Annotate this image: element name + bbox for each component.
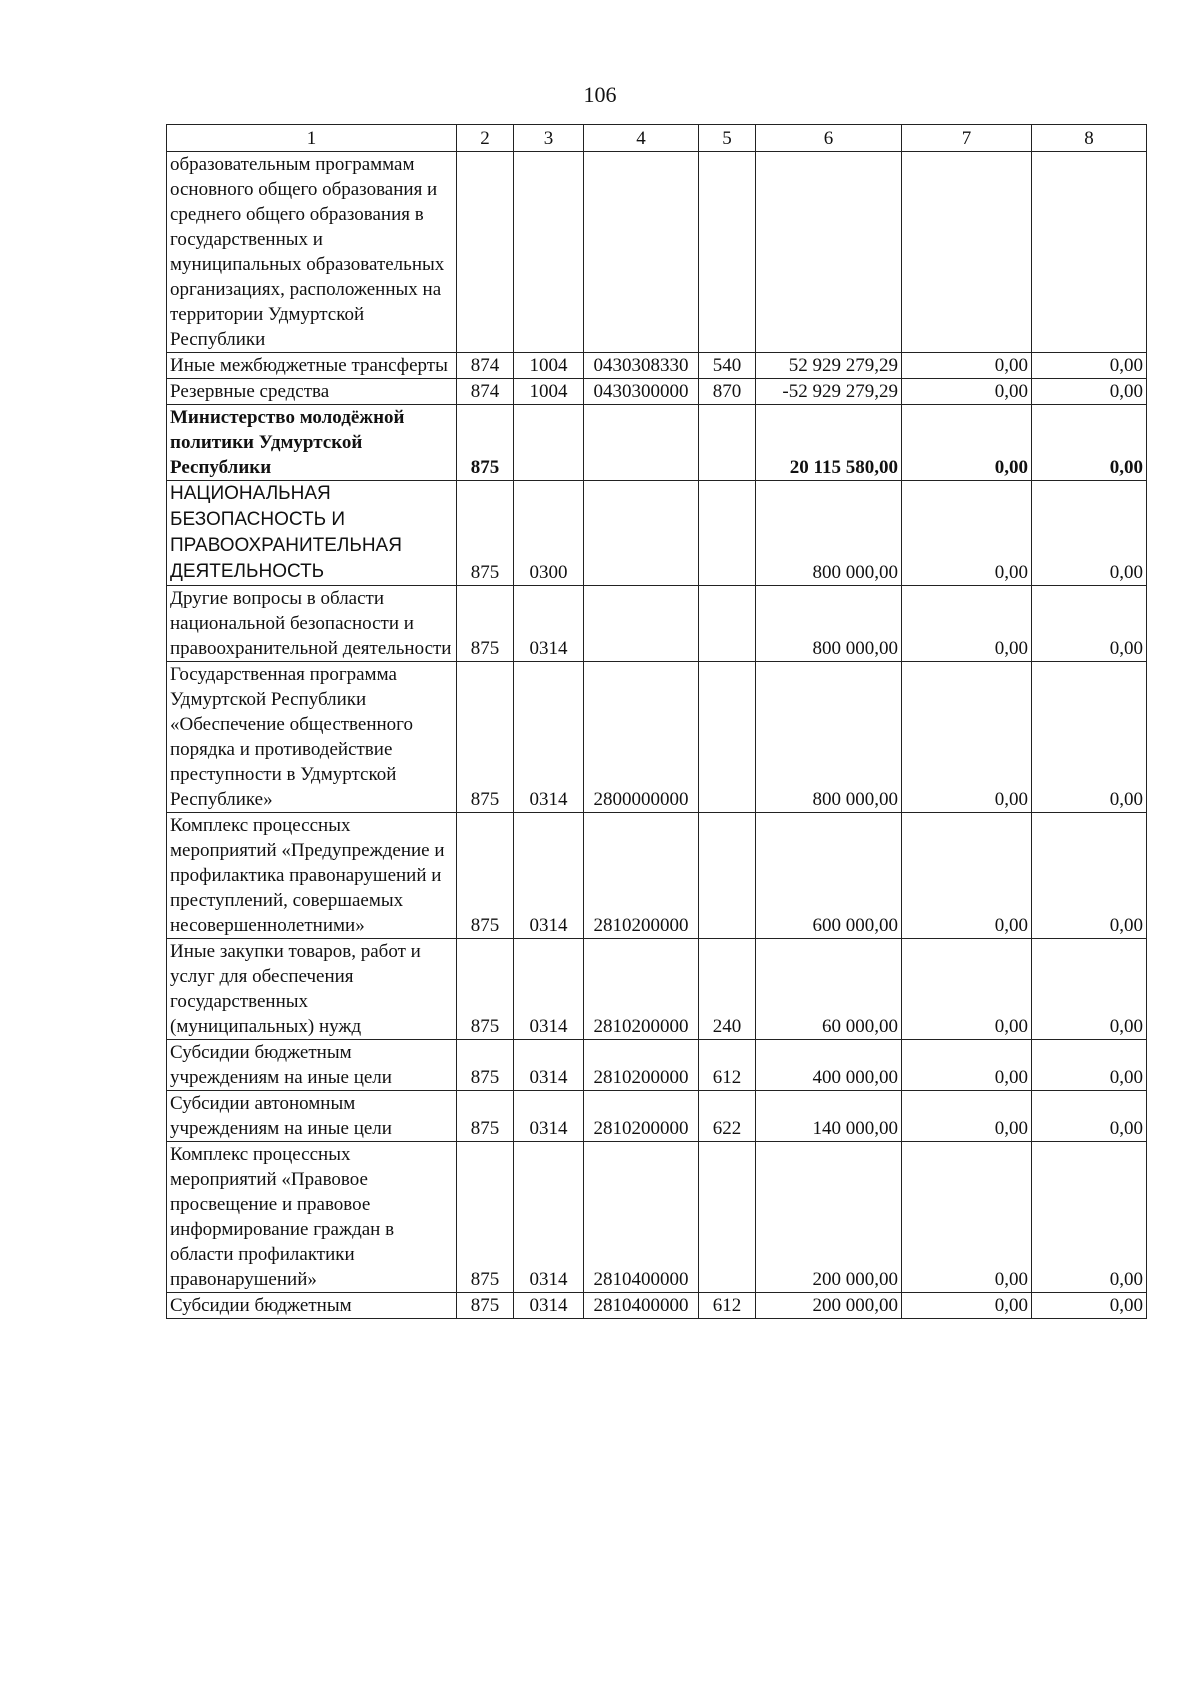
cell-amount-3: 0,00: [1032, 813, 1147, 939]
table-row: [167, 939, 1147, 1040]
cell-ministry-code: 875: [457, 1142, 514, 1293]
cell-expense-type: [699, 405, 756, 481]
table-row-ministry: [167, 405, 1147, 481]
cell-amount-3: 0,00: [1032, 1091, 1147, 1142]
cell-amount-3: 0,00: [1032, 481, 1147, 586]
cell-amount: 800 000,00: [756, 662, 902, 813]
cell-amount-2: 0,00: [902, 1142, 1032, 1293]
cell-amount-2: 0,00: [902, 1293, 1032, 1319]
cell-ministry-code: 875: [457, 1293, 514, 1319]
cell-amount-3: 0,00: [1032, 586, 1147, 662]
header-cell: 3: [514, 125, 584, 152]
row-name: Резервные средства: [167, 379, 457, 405]
cell-section-code: 0314: [514, 662, 584, 813]
cell-amount-3: 0,00: [1032, 1142, 1147, 1293]
cell-section-code: 0314: [514, 813, 584, 939]
cell-section-code: 0314: [514, 586, 584, 662]
row-name: НАЦИОНАЛЬНАЯ БЕЗОПАСНОСТЬ И ПРАВООХРАНИТЕЛЬНАЯ ДЕЯТЕЛЬНОСТЬ: [167, 481, 457, 586]
cell-amount: 800 000,00: [756, 586, 902, 662]
cell-section-code: 1004: [514, 353, 584, 379]
header-cell: 5: [699, 125, 756, 152]
row-name: Другие вопросы в области национальной безопасности и правоохранительной деятельности: [167, 586, 457, 662]
cell-amount-2: 0,00: [902, 813, 1032, 939]
cell-ministry-code: [457, 152, 514, 353]
cell-amount-2: 0,00: [902, 662, 1032, 813]
cell-expense-type: 240: [699, 939, 756, 1040]
header-cell: 2: [457, 125, 514, 152]
header-cell: 7: [902, 125, 1032, 152]
row-name: Субсидии автономным учреждениям на иные цели: [167, 1091, 457, 1142]
table-row: [167, 586, 1147, 662]
table-row: [167, 379, 1147, 405]
cell-target-code: 2810200000: [584, 939, 699, 1040]
cell-amount: 200 000,00: [756, 1142, 902, 1293]
table-row: [167, 353, 1147, 379]
cell-amount-2: [902, 152, 1032, 353]
cell-amount-2: 0,00: [902, 1091, 1032, 1142]
cell-section-code: 1004: [514, 379, 584, 405]
table-row: [167, 662, 1147, 813]
cell-expense-type: 870: [699, 379, 756, 405]
row-name: Иные межбюджетные трансферты: [167, 353, 457, 379]
page-number: 106: [583, 82, 617, 107]
cell-amount-2: 0,00: [902, 586, 1032, 662]
cell-ministry-code: 874: [457, 379, 514, 405]
table-row: [167, 1040, 1147, 1091]
cell-amount: 20 115 580,00: [756, 405, 902, 481]
cell-amount-2: 0,00: [902, 353, 1032, 379]
cell-expense-type: 540: [699, 353, 756, 379]
cell-target-code: 2810200000: [584, 813, 699, 939]
cell-amount: 52 929 279,29: [756, 353, 902, 379]
cell-target-code: [584, 405, 699, 481]
cell-amount-2: 0,00: [902, 481, 1032, 586]
cell-section-code: 0314: [514, 1293, 584, 1319]
cell-target-code: 2810400000: [584, 1293, 699, 1319]
table-row: [167, 152, 1147, 353]
table-row: [167, 1293, 1147, 1319]
row-name: Комплекс процессных мероприятий «Предупреждение и профилактика правонарушений и преступлений, совершаемых несовершеннолетними»: [167, 813, 457, 939]
table-row-section: [167, 481, 1147, 586]
table-row: [167, 813, 1147, 939]
cell-expense-type: [699, 813, 756, 939]
cell-section-code: 0314: [514, 1142, 584, 1293]
table-row: [167, 1091, 1147, 1142]
cell-amount-2: 0,00: [902, 379, 1032, 405]
cell-amount-3: 0,00: [1032, 379, 1147, 405]
cell-section-code: 0300: [514, 481, 584, 586]
cell-amount: 140 000,00: [756, 1091, 902, 1142]
cell-amount-3: 0,00: [1032, 405, 1147, 481]
cell-target-code: 2810200000: [584, 1040, 699, 1091]
cell-expense-type: [699, 481, 756, 586]
cell-amount-3: 0,00: [1032, 939, 1147, 1040]
cell-expense-type: [699, 1142, 756, 1293]
cell-section-code: 0314: [514, 1040, 584, 1091]
cell-target-code: 2810400000: [584, 1142, 699, 1293]
cell-ministry-code: 875: [457, 813, 514, 939]
row-name: Министерство молодёжной политики Удмуртской Республики: [167, 405, 457, 481]
cell-amount: 60 000,00: [756, 939, 902, 1040]
cell-amount: 200 000,00: [756, 1293, 902, 1319]
cell-target-code: [584, 586, 699, 662]
cell-expense-type: [699, 586, 756, 662]
cell-ministry-code: 875: [457, 1040, 514, 1091]
cell-amount: [756, 152, 902, 353]
header-cell: 8: [1032, 125, 1147, 152]
cell-amount-3: [1032, 152, 1147, 353]
cell-target-code: [584, 481, 699, 586]
cell-ministry-code: 875: [457, 939, 514, 1040]
cell-amount: 600 000,00: [756, 813, 902, 939]
cell-expense-type: 622: [699, 1091, 756, 1142]
cell-target-code: [584, 152, 699, 353]
table-row: [167, 1142, 1147, 1293]
cell-amount-3: 0,00: [1032, 1293, 1147, 1319]
cell-ministry-code: 875: [457, 586, 514, 662]
cell-target-code: 0430308330: [584, 353, 699, 379]
cell-ministry-code: 875: [457, 662, 514, 813]
cell-target-code: 2810200000: [584, 1091, 699, 1142]
cell-expense-type: 612: [699, 1293, 756, 1319]
cell-expense-type: [699, 152, 756, 353]
row-name: образовательным программам основного общего образования и среднего общего образования в государственных и муниципальных образовательных организациях, расположенных на территории Удмуртской Республики: [167, 152, 457, 353]
header-cell: 4: [584, 125, 699, 152]
cell-section-code: [514, 152, 584, 353]
cell-target-code: 2800000000: [584, 662, 699, 813]
cell-amount-3: 0,00: [1032, 662, 1147, 813]
row-name: Иные закупки товаров, работ и услуг для обеспечения государственных (муниципальных) нужд: [167, 939, 457, 1040]
cell-amount-3: 0,00: [1032, 353, 1147, 379]
table-header-row: [167, 125, 1147, 152]
cell-ministry-code: 874: [457, 353, 514, 379]
cell-section-code: 0314: [514, 1091, 584, 1142]
cell-section-code: 0314: [514, 939, 584, 1040]
cell-amount: -52 929 279,29: [756, 379, 902, 405]
header-cell: 1: [167, 125, 457, 152]
row-name: Субсидии бюджетным: [167, 1293, 457, 1319]
cell-amount-2: 0,00: [902, 1040, 1032, 1091]
cell-section-code: [514, 405, 584, 481]
cell-amount-2: 0,00: [902, 405, 1032, 481]
cell-ministry-code: 875: [457, 1091, 514, 1142]
cell-amount: 400 000,00: [756, 1040, 902, 1091]
row-name: Комплекс процессных мероприятий «Правовое просвещение и правовое информирование граждан в области профилактики правонарушений»: [167, 1142, 457, 1293]
header-cell: 6: [756, 125, 902, 152]
row-name: Субсидии бюджетным учреждениям на иные цели: [167, 1040, 457, 1091]
cell-ministry-code: 875: [457, 405, 514, 481]
cell-expense-type: [699, 662, 756, 813]
cell-expense-type: 612: [699, 1040, 756, 1091]
cell-ministry-code: 875: [457, 481, 514, 586]
cell-amount-2: 0,00: [902, 939, 1032, 1040]
cell-amount-3: 0,00: [1032, 1040, 1147, 1091]
row-name: Государственная программа Удмуртской Республики «Обеспечение общественного порядка и противодействие преступности в Удмуртской Республике»: [167, 662, 457, 813]
cell-amount: 800 000,00: [756, 481, 902, 586]
budget-table: [166, 124, 1147, 1319]
cell-target-code: 0430300000: [584, 379, 699, 405]
